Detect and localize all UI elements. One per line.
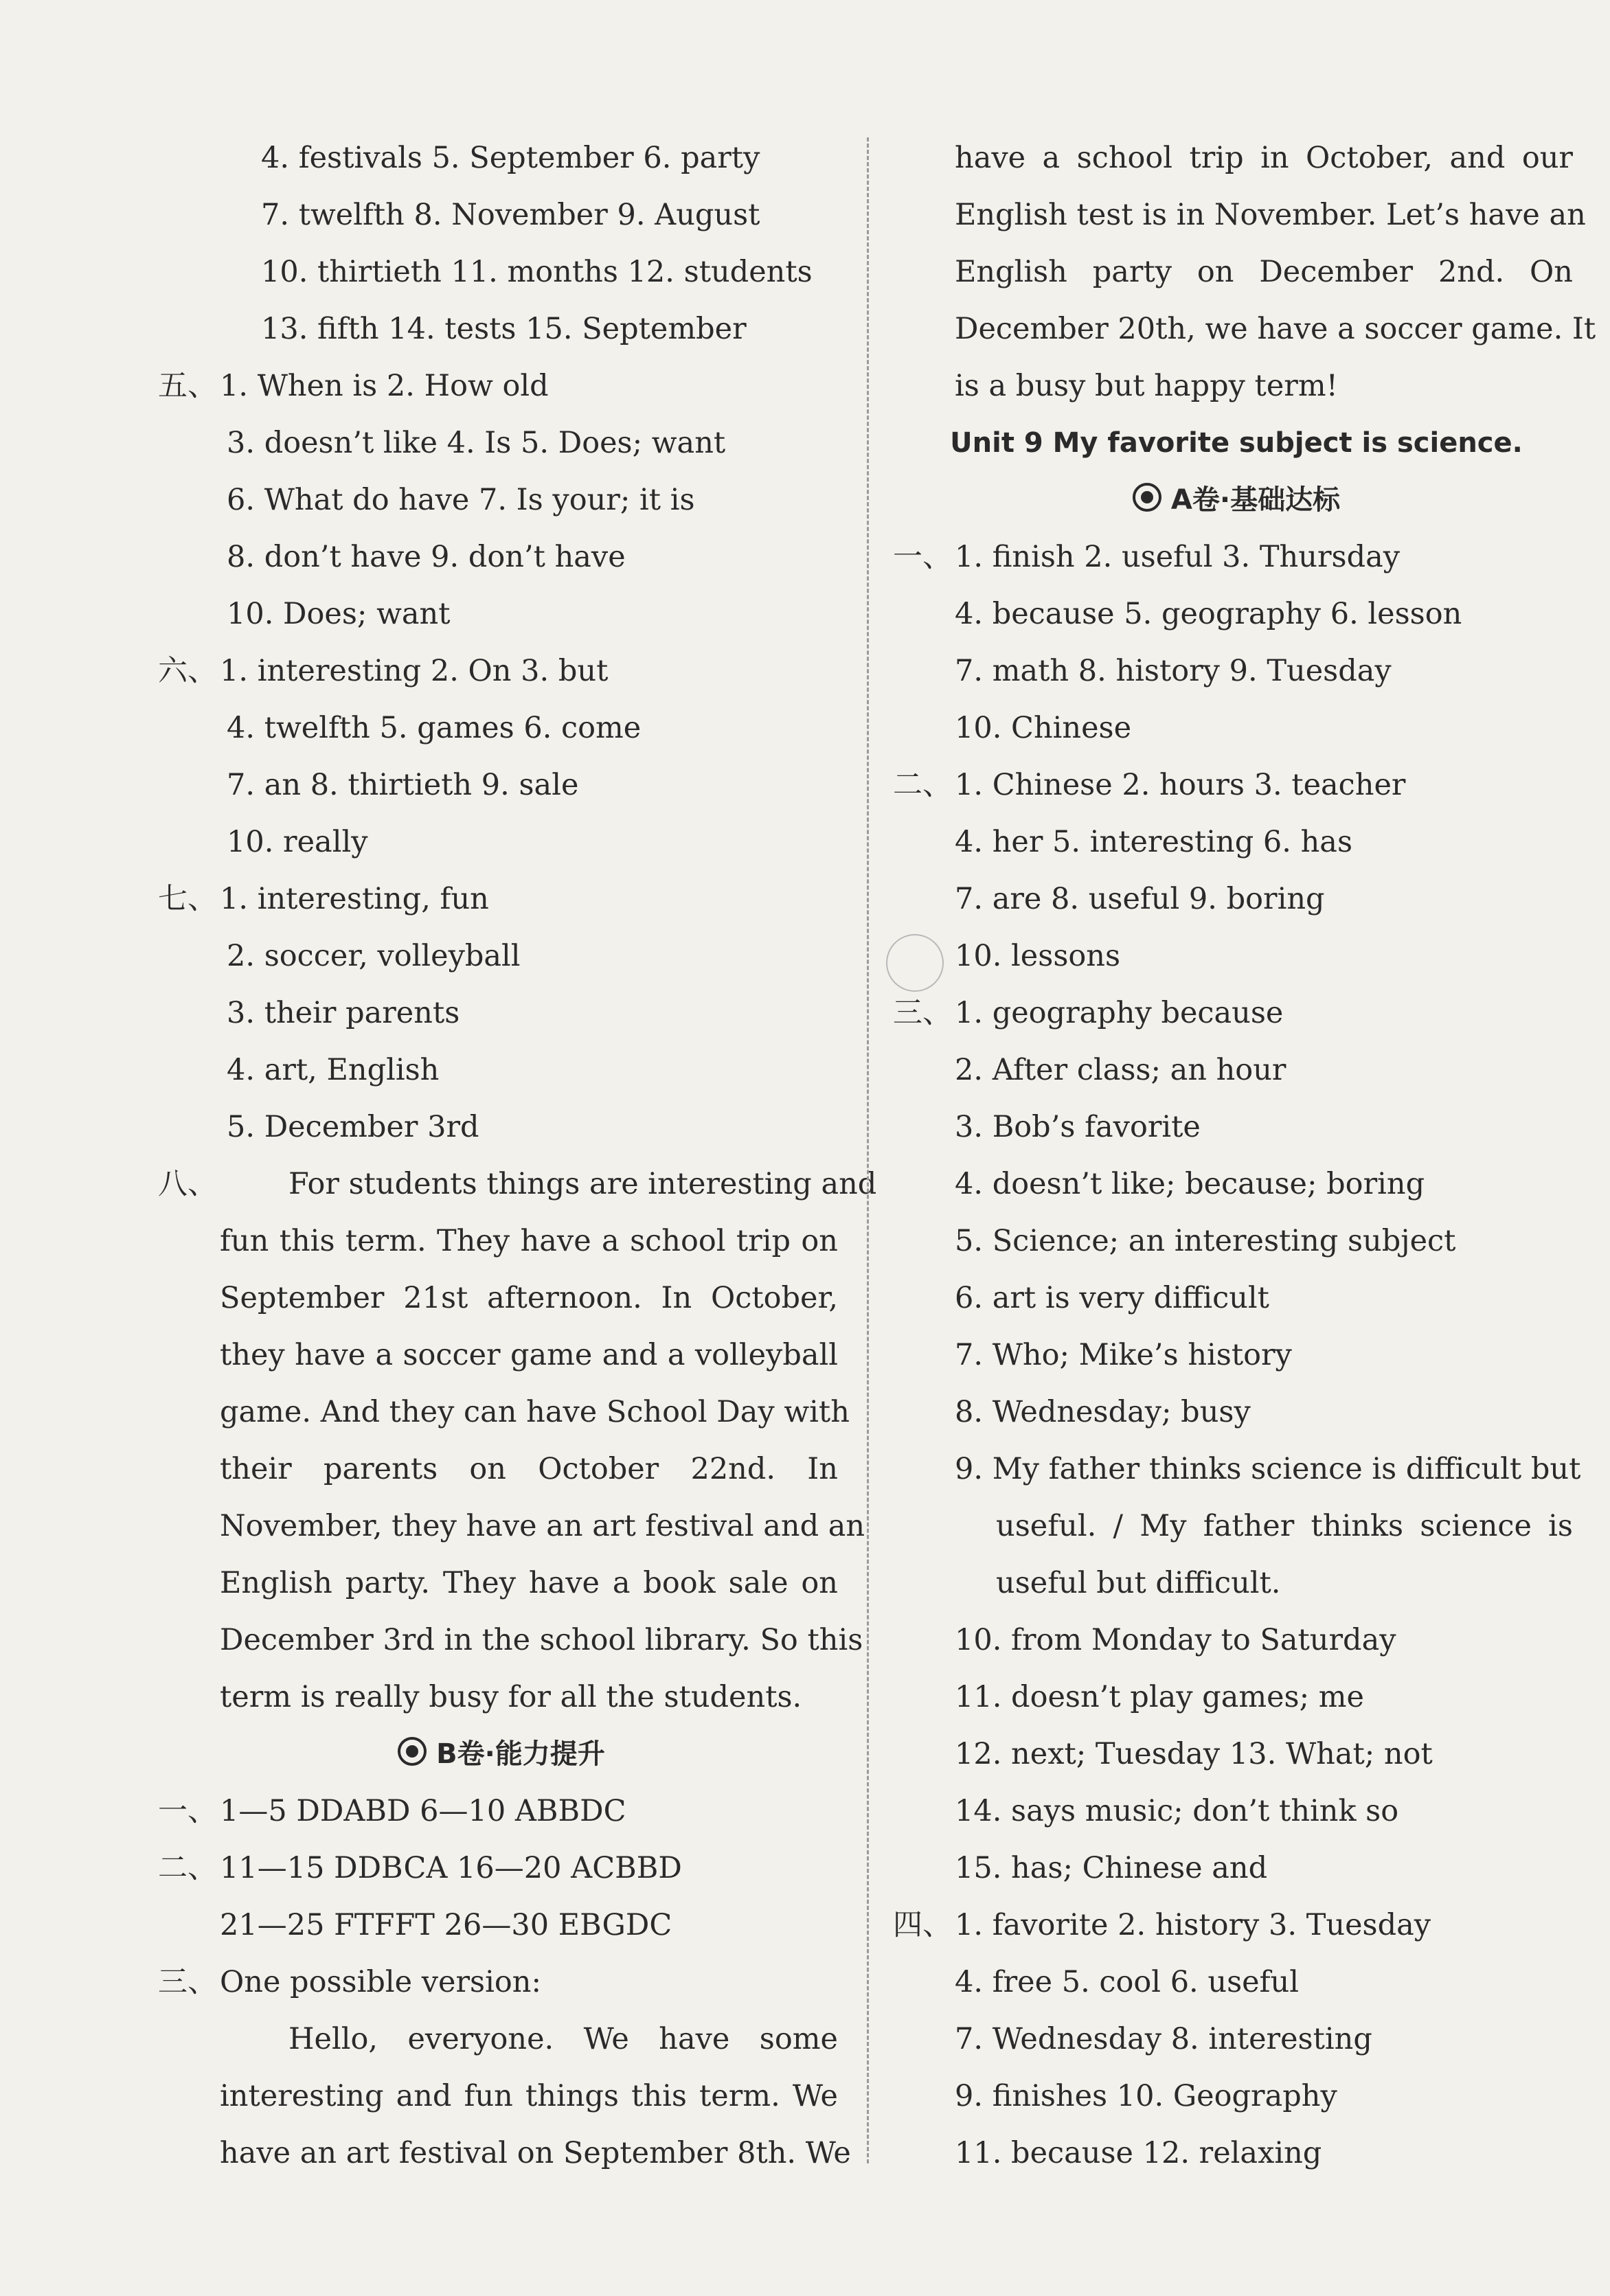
text-line: useful but difficult. bbox=[996, 1566, 1281, 1600]
text-line: 4. festivals 5. September 6. party bbox=[261, 141, 760, 175]
text-line: game. And they can have School Day with bbox=[220, 1395, 850, 1429]
text-line: 6. What do have 7. Is your; it is bbox=[227, 483, 695, 517]
text-line: 7. math 8. history 9. Tuesday bbox=[955, 654, 1392, 688]
text-line: 2. After class; an hour bbox=[955, 1053, 1286, 1087]
section-marker: 三、 bbox=[158, 1965, 217, 1999]
section-five bbox=[158, 365, 549, 407]
circle-bullet-icon bbox=[1133, 483, 1161, 512]
text-line: English party. They have a book sale on bbox=[220, 1566, 838, 1600]
section-marker: 四、 bbox=[893, 1908, 952, 1942]
a-section-one bbox=[893, 536, 1400, 578]
text-line: 5. December 3rd bbox=[227, 1110, 479, 1144]
text-line: 1—5 DDABD 6—10 ABBDC bbox=[220, 1794, 626, 1828]
text-line: 4. because 5. geography 6. lesson bbox=[955, 597, 1462, 631]
text-line: 12. next; Tuesday 13. What; not bbox=[955, 1737, 1433, 1771]
unit-title: Unit 9 My favorite subject is science. bbox=[950, 427, 1523, 459]
text-line: Hello, everyone. We have some bbox=[288, 2022, 838, 2056]
a-section-three bbox=[893, 992, 1283, 1034]
text-line: English test is in November. Let’s have an bbox=[955, 198, 1586, 232]
text-line: 11. doesn’t play games; me bbox=[955, 1680, 1364, 1714]
text-line: 4. her 5. interesting 6. has bbox=[955, 825, 1353, 859]
text-line: fun this term. They have a school trip on bbox=[220, 1224, 838, 1258]
text-line: 10. Does; want bbox=[227, 597, 451, 631]
text-line: 11—15 DDBCA 16—20 ACBBD bbox=[220, 1851, 682, 1885]
text-line: is a busy but happy term! bbox=[955, 369, 1338, 403]
text-line: 10. Chinese bbox=[955, 711, 1132, 745]
section-marker: 二、 bbox=[158, 1851, 217, 1885]
text-line: 2. soccer, volleyball bbox=[227, 939, 521, 973]
text-line: term is really busy for all the students. bbox=[220, 1680, 802, 1714]
text-line: they have a soccer game and a volleyball bbox=[220, 1338, 838, 1372]
text-line: 1. interesting, fun bbox=[220, 882, 489, 916]
a-section-four bbox=[893, 1905, 1431, 1946]
text-line: 7. Wednesday 8. interesting bbox=[955, 2022, 1372, 2056]
circle-bullet-icon bbox=[398, 1737, 427, 1766]
text-line: have a school trip in October, and our bbox=[955, 141, 1573, 175]
section-marker: 三、 bbox=[893, 996, 952, 1030]
column-divider bbox=[867, 137, 869, 2163]
text-line: 9. finishes 10. Geography bbox=[955, 2079, 1337, 2113]
text-line: 6. art is very difficult bbox=[955, 1281, 1269, 1315]
text-line: 1. Chinese 2. hours 3. teacher bbox=[955, 768, 1406, 802]
text-line: 15. has; Chinese and bbox=[955, 1851, 1268, 1885]
text-line: 11. because 12. relaxing bbox=[955, 2136, 1322, 2170]
text-line: 3. their parents bbox=[227, 996, 460, 1030]
section-seven bbox=[158, 878, 489, 920]
text-line: 1. finish 2. useful 3. Thursday bbox=[955, 540, 1401, 574]
section-eight-marker bbox=[158, 1163, 220, 1205]
text-line: September 21st afternoon. In October, bbox=[220, 1281, 838, 1315]
section-marker: 二、 bbox=[893, 768, 952, 802]
text-line: 3. doesn’t like 4. Is 5. Does; want bbox=[227, 426, 726, 460]
section-heading-b: B卷·能力提升 bbox=[158, 1734, 845, 1775]
text-line: 10. lessons bbox=[955, 939, 1121, 973]
text-line: 4. art, English bbox=[227, 1053, 440, 1087]
text-line: useful. / My father thinks science is bbox=[996, 1509, 1573, 1543]
text-line: interesting and fun things this term. We bbox=[220, 2079, 838, 2113]
section-marker: 六、 bbox=[158, 654, 217, 688]
text-line: 1. interesting 2. On 3. but bbox=[220, 654, 609, 688]
text-line: 1. When is 2. How old bbox=[220, 369, 549, 403]
text-line: 7. twelfth 8. November 9. August bbox=[261, 198, 760, 232]
text-line: 10. thirtieth 11. months 12. students bbox=[261, 255, 813, 289]
text-line: 21—25 FTFFT 26—30 EBGDC bbox=[220, 1908, 672, 1942]
text-line: 5. Science; an interesting subject bbox=[955, 1224, 1456, 1258]
text-line: November, they have an art festival and an bbox=[220, 1509, 865, 1543]
text-line: 3. Bob’s favorite bbox=[955, 1110, 1201, 1144]
text-line: 7. an 8. thirtieth 9. sale bbox=[227, 768, 579, 802]
text-line: 4. doesn’t like; because; boring bbox=[955, 1167, 1425, 1201]
text-line: 10. from Monday to Saturday bbox=[955, 1623, 1396, 1657]
b-section-three bbox=[158, 1962, 541, 2003]
section-heading-a: A卷·基础达标 bbox=[893, 479, 1580, 521]
section-marker: 八、 bbox=[158, 1167, 217, 1201]
stamp-watermark-icon bbox=[886, 934, 944, 992]
text-line: 1. geography because bbox=[955, 996, 1284, 1030]
text-line: December 20th, we have a soccer game. It bbox=[955, 312, 1596, 346]
text-line: 4. free 5. cool 6. useful bbox=[955, 1965, 1299, 1999]
section-six bbox=[158, 650, 608, 692]
text-line: 7. Who; Mike’s history bbox=[955, 1338, 1292, 1372]
text-line: 7. are 8. useful 9. boring bbox=[955, 882, 1325, 916]
text-line: 14. says music; don’t think so bbox=[955, 1794, 1399, 1828]
section-marker: 五、 bbox=[158, 369, 217, 403]
text-line: have an art festival on September 8th. We bbox=[220, 2136, 851, 2170]
b-section-two bbox=[158, 1848, 682, 1889]
text-line: English party on December 2nd. On bbox=[955, 255, 1573, 289]
section-marker: 七、 bbox=[158, 882, 217, 916]
text-line: For students things are interesting and bbox=[288, 1167, 877, 1201]
text-line: 4. twelfth 5. games 6. come bbox=[227, 711, 642, 745]
text-line: 1. favorite 2. history 3. Tuesday bbox=[955, 1908, 1431, 1942]
text-line: their parents on October 22nd. In bbox=[220, 1452, 838, 1486]
a-section-two bbox=[893, 764, 1405, 806]
text-line: 8. don’t have 9. don’t have bbox=[227, 540, 626, 574]
section-marker: 一、 bbox=[158, 1794, 217, 1828]
text-line: 9. My father thinks science is difficult but bbox=[955, 1452, 1581, 1486]
text-line: December 3rd in the school library. So this bbox=[220, 1623, 863, 1657]
text-line: 10. really bbox=[227, 825, 368, 859]
text-line: 13. fifth 14. tests 15. September bbox=[261, 312, 747, 346]
section-marker: 一、 bbox=[893, 540, 952, 574]
text-line: 8. Wednesday; busy bbox=[955, 1395, 1251, 1429]
text-line: One possible version: bbox=[220, 1965, 541, 1999]
b-section-one bbox=[158, 1791, 626, 1832]
